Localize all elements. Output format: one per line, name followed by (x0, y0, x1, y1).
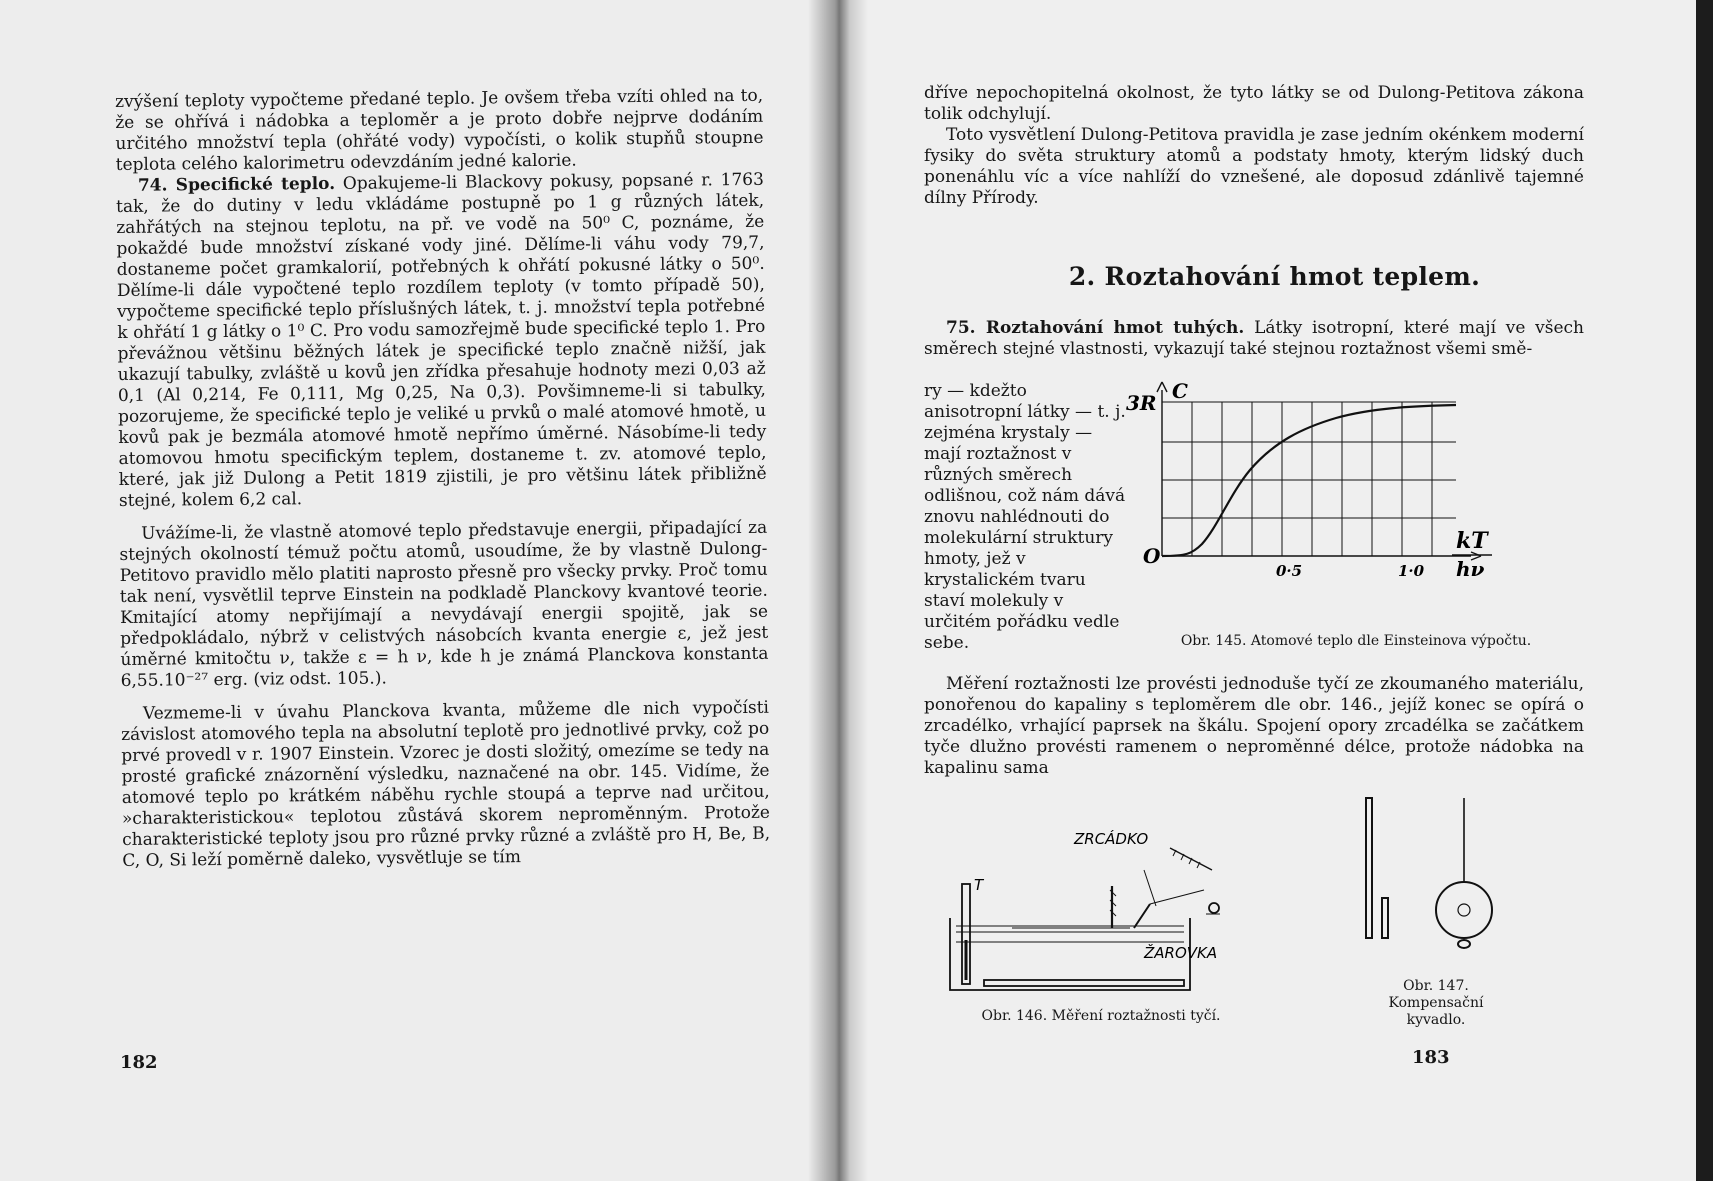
figure-145-chart (1126, 380, 1526, 630)
figure-146-diagram (944, 830, 1264, 1000)
section-75-narrow-text: ry — kdežto anisotropní látky — t. j. zejména krystaly — mají roztažnost v různých směrech odlišnou, což nám dává znovu nahlédnouti do molekulární struktury hmoty, jež v krystalickém tvaru staví molekuly v určitém pořádku vedle sebe. (924, 381, 1126, 653)
paragraph-planck: Vezmeme-li v úvahu Planckova kvanta, můžeme dle nich vypočísti závislost atomového tepla na absolutní teplotě pro jednotlivé prvky, což po prvé provedl v r. 1907 Einstein. Vzorec je dosti složitý, omezíme se tedy na prosté grafické znázornění výsledku, naznačené na obr. 145. Vidíme, že atomové teplo po krátkém náběhu rychle stoupá a teprve nad určitou, »charakteristickou« teplotou zůstává skorem neproměnným. Protože charakteristické teploty jsou pro různé prvky různé a zvláště pro H, Be, B, C, O, Si leží poměrně daleko, vysvětluje se tím (121, 697, 771, 871)
section-75-narrow-column (924, 381, 1129, 654)
left-text-column (115, 86, 770, 872)
lamp (1209, 903, 1219, 913)
x-axis-label-denominator: hν (1456, 557, 1485, 581)
thermometer-label: T (974, 876, 984, 894)
x-tick-1-0: 1·0 (1398, 562, 1425, 580)
page-number-right: 183 (1412, 1047, 1450, 1068)
figure-146-caption: Obr. 146. Měření roztažnosti tyčí. (981, 1008, 1221, 1024)
section-74-text: Opakujeme-li Blackovy pokusy, popsané r. 1763 tak, že do dutiny v ledu vkládáme postupně po 1 g různých látek, zahřátých na stejnou teplotu, na př. ve vodě na 50⁰ C, poznáme, že pokaždé bude množství získané vody jiné. Dělíme-li váhu vody 79,7, dostaneme počet gramkalorií, potřebných k ohřátí pokusné látky o 50⁰. Dělíme-li dále vypočtené teplo rozdílem teploty (v tomto případě 50), vypočteme specifické teplo příslušných látek, t. j. množství tepla potřebné k ohřátí 1 g látky o 1⁰ C. Pro vodu samozřejmě bude specifické teplo 1. Pro převážnou většinu běžných látek je specifické teplo značně nižší, jak ukazují tabulky, zvláště u kovů jen zřídka přesahuje hodnoty mezi 0,03 až 0,1 (Al 0,214, Fe 0,111, Mg 0,25, Na 0,3). Povšimneme-li si tabulky, pozorujeme, že specifické teplo je veliké u prvků o malé atomové hmotě, u kovů pak je bezmála atomové hmotě nepřímo úměrné. Násobíme-li tedy atomovou hmotu specifickým teplem, dostaneme t. zv. atomové teplo, které, jak již Dulong a Petit 1819 zjistili, je pro většinu látek přibližně stejné, kolem 6,2 cal. (116, 169, 767, 511)
paragraph-continuation: dříve nepochopitelná okolnost, že tyto látky se od Dulong-Petitova zákona tolik odchylují. (924, 83, 1584, 124)
y-axis-label: C (1172, 380, 1188, 403)
section-75-text: Látky isotropní, které mají ve všech směrech stejné vlastnosti, vykazují také stejnou roztažnost všemi smě- (924, 318, 1584, 359)
figure-147-caption (1356, 978, 1516, 1029)
section-75-heading: 75. Roztahování hmot tuhých. (946, 318, 1245, 338)
right-edge (1696, 0, 1713, 1181)
figure-147-caption-line-1: Obr. 147. (1403, 978, 1469, 994)
lamp-label: ŽAROVKA (1144, 944, 1218, 962)
origin-label: O (1143, 544, 1161, 568)
x-axis-label-numerator: kT (1456, 528, 1488, 554)
thermometer-rod (1366, 798, 1372, 938)
right-intro-text (924, 83, 1584, 209)
chapter-heading: 2. Roztahování hmot teplem. (1068, 262, 1481, 291)
figure-147-pendulum (1356, 792, 1516, 952)
paragraph-section-74 (116, 170, 767, 512)
figure-147-caption-line-2: Kompensační (1388, 995, 1484, 1011)
page-number-left: 182 (120, 1052, 158, 1073)
left-page (0, 0, 840, 1181)
after-figure-text (924, 674, 1584, 779)
mirror-label: ZRCÁDKO (1074, 830, 1149, 848)
x-tick-0-5: 0·5 (1276, 562, 1303, 580)
section-75-intro (924, 318, 1584, 360)
figure-147-caption-line-3: kyvadlo. (1406, 1012, 1466, 1028)
pendulum-bob (1436, 882, 1492, 938)
right-page (836, 0, 1713, 1181)
figure-145-caption: Obr. 145. Atomové teplo dle Einsteinova výpočtu. (1180, 633, 1532, 649)
measured-rod (984, 980, 1184, 986)
paragraph-einstein: Uvážíme-li, že vlastně atomové teplo představuje energii, připadající za stejných okolností témuž počtu atomů, usoudíme, že by vlastně Dulong-Petitovo pravidlo mělo platiti naprosto přesně pro všecky prvky. Proč tomu tak není, vysvětlil teprve Einstein na podkladě Planckovy kvantové teorie. Kmitající atomy nepřijímají a nevydávají energii spojitě, jak se předpokládalo, nýbrž v celistvých násobcích kvanta energie ε, jež jest úměrné kmitočtu ν, takže ε = h ν, kde h je známá Planckova konstanta 6,55.10⁻²⁷ erg. (viz odst. 105.). (119, 517, 769, 691)
grid (1162, 402, 1456, 556)
section-74-heading: 74. Specifické teplo. (137, 173, 336, 196)
mirror (1134, 904, 1150, 928)
compensation-tube (1382, 898, 1388, 938)
paragraph-measurement: Měření roztažnosti lze provésti jednoduše tyčí ze zkoumaného materiálu, ponořenou do kapaliny s teploměrem dle obr. 146., jejíž konec se opírá o zrcadélko, vrhající paprsek na škálu. Spojení opory zrcadélka se začátkem tyče dlužno provésti ramenem o neproměnné délce, protože nádobka na kapalinu sama (924, 674, 1584, 778)
section-75-first-line (924, 318, 1584, 360)
book-gutter (808, 0, 868, 1181)
paragraph-explanation: Toto vysvětlení Dulong-Petitova pravidla je zase jedním okénkem moderní fysiky do světa struktury atomů a podstaty hmoty, kterým lidský duch ponenáhlu víc a více nahlíží do vznešené, ale doposud zdánlivě tajemné dílny Přírody. (924, 125, 1584, 208)
paragraph-calorimeter: zvýšení teploty vypočteme předané teplo. Je ovšem třeba vzíti ohled na to, že se ohřívá i nádobka a teploměr a je proto dobře nejprve dodáním určitého množství tepla (ohřáté vody) vypočísti, o kolik stupňů stoupne teplota celého kalorimetru odevzdáním jedné kalorie. (115, 85, 764, 175)
y-level-label: 3R (1126, 391, 1157, 415)
